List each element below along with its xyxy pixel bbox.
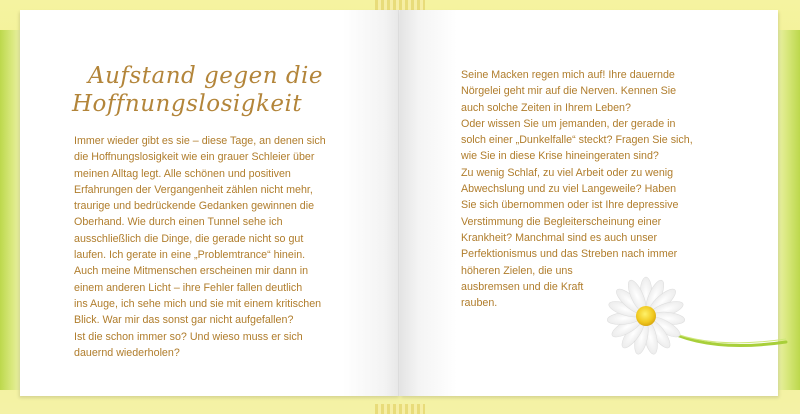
text-line: die Hoffnungslosigkeit wie ein grauer Schleier über bbox=[74, 151, 315, 164]
daisy-flower-icon bbox=[600, 276, 790, 366]
text-line: Ist die schon immer so? Und wieso muss er sich bbox=[74, 330, 303, 343]
text-line: Oder wissen Sie um jemanden, der gerade in bbox=[461, 117, 676, 130]
text-line: Abwechslung und zu viel Langeweile? Haben bbox=[461, 183, 677, 196]
spine-ring-bottom bbox=[375, 404, 425, 414]
text-line: Perfektionismus und das Streben nach immer bbox=[461, 248, 678, 261]
text-line: Nörgelei geht mir auf die Nerven. Kennen Sie bbox=[461, 85, 677, 98]
title-line-2: Hoffnungslosigkeit bbox=[72, 91, 303, 117]
text-line: Auch meine Mitmenschen erscheinen mir dann in bbox=[74, 265, 309, 278]
title-line-1: Aufstand gegen die bbox=[88, 63, 324, 89]
text-line: ausbremsen und die Kraft bbox=[461, 280, 584, 293]
cover-edge-left bbox=[0, 30, 20, 390]
text-line: einem anderen Licht – ihre Fehler fallen deutlich bbox=[74, 281, 303, 294]
text-line: dauernd wiederholen? bbox=[74, 346, 180, 359]
text-line: Zu wenig Schlaf, zu viel Arbeit oder zu wenig bbox=[461, 166, 674, 179]
text-line: Blick. War mir das sonst gar nicht aufgefallen? bbox=[74, 314, 294, 327]
right-body-text bbox=[461, 67, 693, 311]
text-line: solch einer „Dunkelfalle“ steckt? Fragen Sie sich, bbox=[461, 134, 693, 147]
text-line: Erfahrungen der Vergangenheit zählen nicht mehr, bbox=[74, 183, 313, 196]
page-title bbox=[72, 62, 372, 118]
text-line: Sie sich übernommen oder ist Ihre depressive bbox=[461, 199, 679, 212]
text-line: Oberhand. Wie durch einen Tunnel sehe ich bbox=[74, 216, 283, 229]
left-page bbox=[20, 10, 400, 396]
text-line: ins Auge, ich sehe mich und sie mit einem kritischen bbox=[74, 297, 322, 310]
text-line: ausschließlich die Dinge, die gerade nicht so gut bbox=[74, 232, 304, 245]
text-line: auch solche Zeiten in Ihrem Leben? bbox=[461, 101, 631, 114]
text-line: Krankheit? Manchmal sind es auch unser bbox=[461, 231, 658, 244]
text-line: meinen Alltag legt. Alle schönen und positiven bbox=[74, 167, 291, 180]
text-line: wie Sie in diese Krise hineingeraten sind? bbox=[461, 150, 659, 163]
text-line: Seine Macken regen mich auf! Ihre dauernde bbox=[461, 69, 675, 81]
text-line: rauben. bbox=[461, 297, 498, 310]
text-line: traurige und bedrückende Gedanken gewinnen die bbox=[74, 200, 315, 213]
text-line: Immer wieder gibt es sie – diese Tage, an denen sich bbox=[74, 135, 326, 147]
left-body-text bbox=[74, 133, 326, 361]
text-line: höheren Zielen, die uns bbox=[461, 264, 573, 277]
text-line: laufen. Ich gerate in eine „Problemtrance“ hinein. bbox=[74, 249, 306, 262]
text-line: Verstimmung die Begleiterscheinung einer bbox=[461, 215, 662, 228]
